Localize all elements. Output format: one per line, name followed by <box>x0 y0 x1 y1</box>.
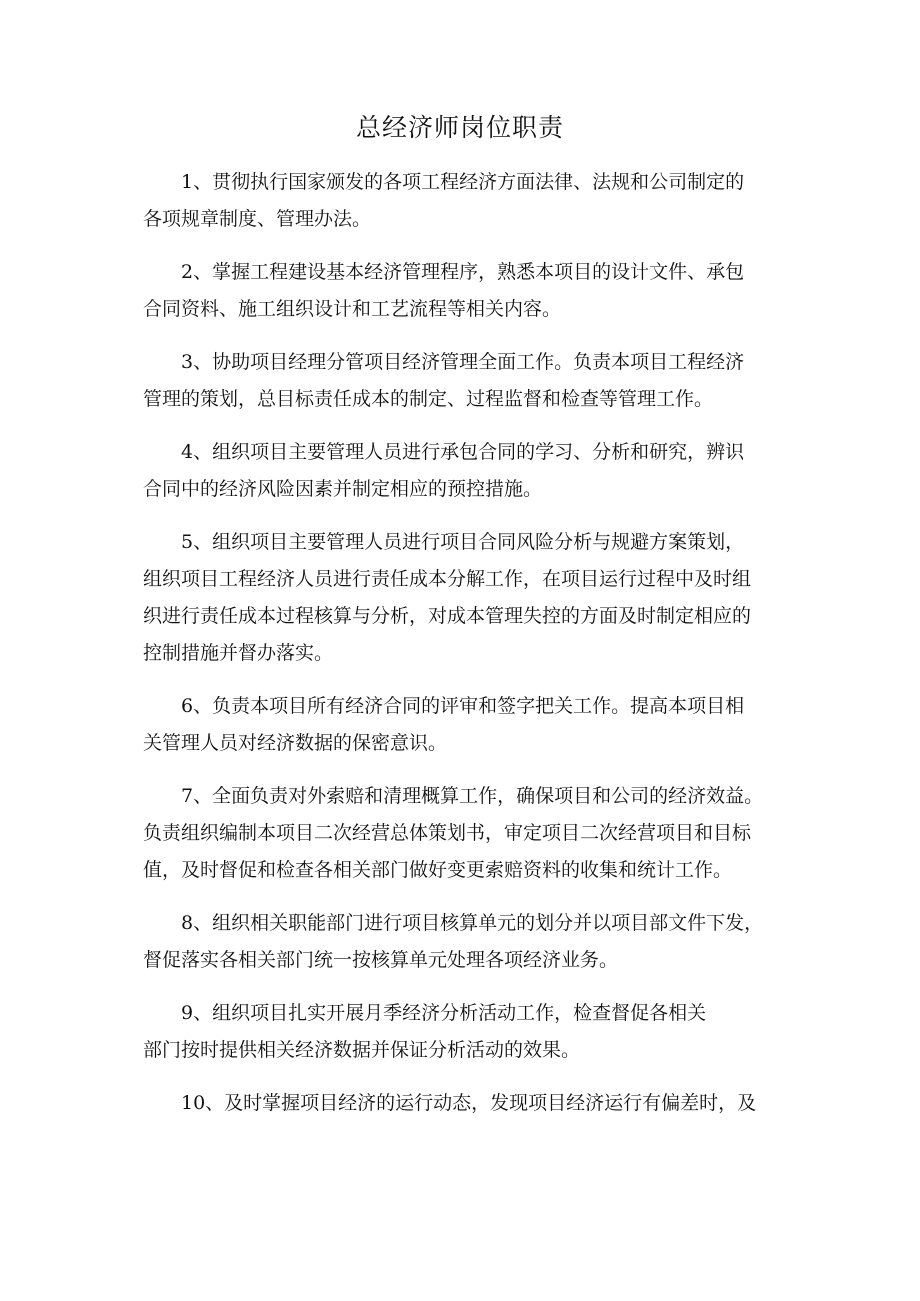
paragraph-line: 10、及时掌握项目经济的运行动态，发现项目经济运行有偏差时，及 <box>181 1092 757 1114</box>
paragraph-7 <box>143 778 803 889</box>
paragraph-line: 2、掌握工程建设基本经济管理程序，熟悉本项目的设计文件、承包 <box>181 261 745 283</box>
paragraph-line: 各项规章制度、管理办法。 <box>143 208 372 230</box>
paragraph-line: 7、全面负责对外索赔和清理概算工作，确保项目和公司的经济效益。 <box>181 785 764 807</box>
paragraph-9 <box>143 995 803 1069</box>
paragraph-3 <box>143 344 803 418</box>
paragraph-line: 合同中的经济风险因素并制定相应的预控措施。 <box>143 478 543 500</box>
paragraph-line: 1、贯彻执行国家颁发的各项工程经济方面法律、法规和公司制定的 <box>181 171 745 193</box>
paragraph-10 <box>143 1085 803 1122</box>
paragraph-line: 组织项目工程经济人员进行责任成本分解工作，在项目运行过程中及时组 <box>143 568 752 590</box>
paragraph-2 <box>143 254 803 328</box>
paragraph-5 <box>143 524 803 672</box>
paragraph-line: 3、协助项目经理分管项目经济管理全面工作。负责本项目工程经济 <box>181 351 745 373</box>
paragraph-line: 负责组织编制本项目二次经营总体策划书，审定项目二次经营项目和目标 <box>143 822 752 844</box>
paragraph-line: 关管理人员对经济数据的保密意识。 <box>143 732 448 754</box>
paragraph-4 <box>143 434 803 508</box>
paragraph-1 <box>143 164 803 238</box>
paragraph-line: 合同资料、施工组织设计和工艺流程等相关内容。 <box>143 298 562 320</box>
page-title: 总经济师岗位职责 <box>355 113 564 142</box>
paragraph-line: 6、负责本项目所有经济合同的评审和签字把关工作。提高本项目相 <box>181 695 745 717</box>
paragraph-line: 9、组织项目扎实开展月季经济分析活动工作，检查督促各相关 <box>181 1002 707 1024</box>
paragraph-line: 部门按时提供相关经济数据并保证分析活动的效果。 <box>143 1039 581 1061</box>
paragraph-line: 4、组织项目主要管理人员进行承包合同的学习、分析和研究，辨识 <box>181 441 745 463</box>
paragraph-line: 值，及时督促和检查各相关部门做好变更索赔资料的收集和统计工作。 <box>143 859 733 881</box>
paragraph-8 <box>143 905 803 979</box>
document-body <box>143 164 803 1138</box>
paragraph-6 <box>143 688 803 762</box>
paragraph-line: 控制措施并督办落实。 <box>143 642 334 664</box>
paragraph-line: 督促落实各相关部门统一按核算单元处理各项经济业务。 <box>143 949 619 971</box>
paragraph-line: 5、组织项目主要管理人员进行项目合同风险分析与规避方案策划， <box>181 531 745 553</box>
paragraph-line: 织进行责任成本过程核算与分析，对成本管理失控的方面及时制定相应的 <box>143 605 752 627</box>
paragraph-line: 管理的策划，总目标责任成本的制定、过程监督和检查等管理工作。 <box>143 388 714 410</box>
paragraph-line: 8、组织相关职能部门进行项目核算单元的划分并以项目部文件下发， <box>181 912 764 934</box>
